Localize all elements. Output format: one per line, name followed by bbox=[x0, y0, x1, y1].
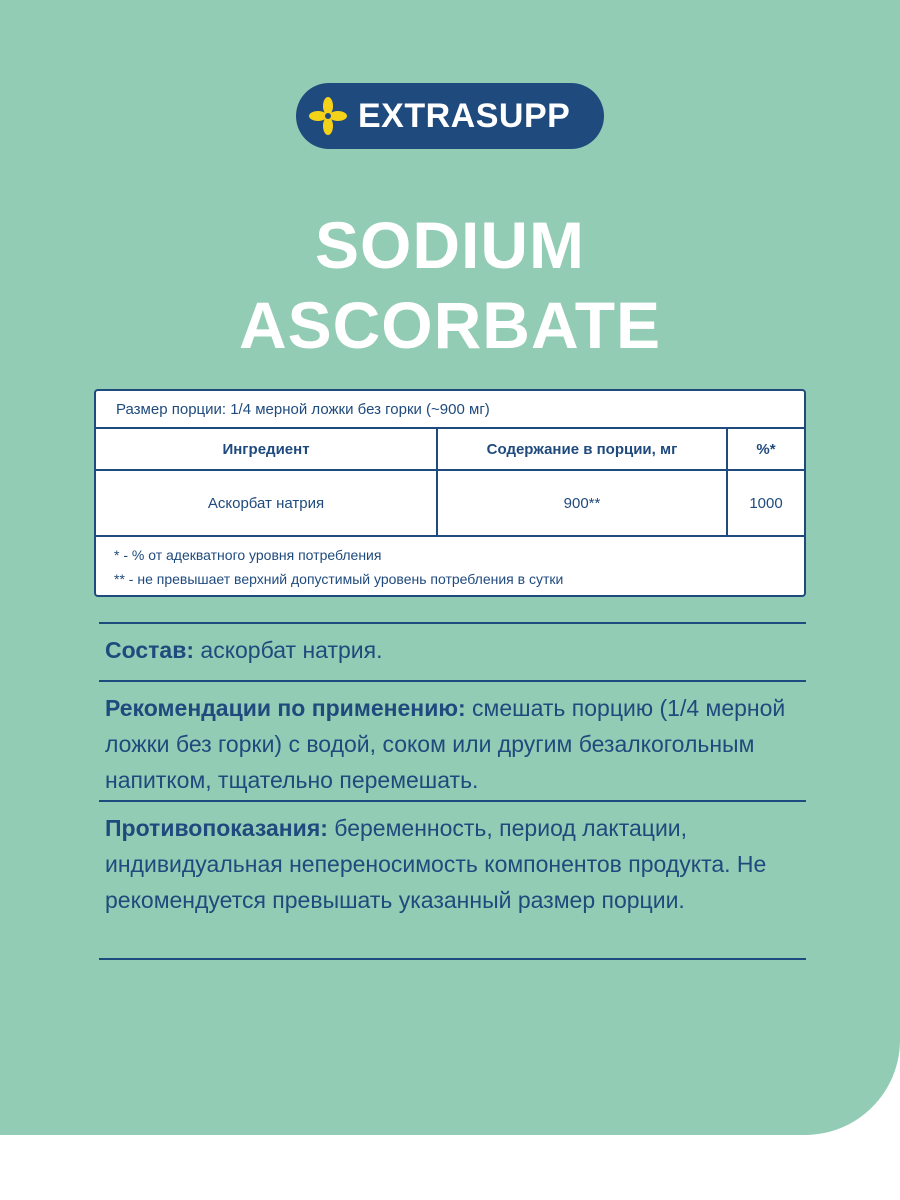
composition-label: Состав: bbox=[105, 637, 195, 663]
product-title bbox=[0, 205, 900, 365]
composition-section bbox=[99, 622, 806, 682]
cell-percent: 1000 bbox=[749, 494, 783, 512]
table-row bbox=[96, 471, 804, 537]
header-amount: Содержание в порции, мг bbox=[438, 429, 728, 469]
product-title-line2: ASCORBATE bbox=[238, 288, 662, 362]
contraindications-label: Противопоказания: bbox=[105, 815, 328, 841]
brand-name: EXTRASUPP bbox=[358, 96, 571, 135]
usage-label: Рекомендации по применению: bbox=[105, 695, 466, 721]
table-header-row bbox=[96, 429, 804, 471]
footnote-2: ** - не превышает верхний допустимый уровень потребления в сутки bbox=[114, 571, 564, 587]
cell-amount: 900** bbox=[438, 471, 728, 535]
usage-text: смешать порцию (1/4 мерной ложки без горки) с водой, соком или другим безалкогольным напитком, тщательно перемешать. bbox=[105, 695, 786, 793]
nutrition-table bbox=[94, 389, 806, 597]
brand-badge bbox=[296, 83, 604, 149]
composition-text: аскорбат натрия. bbox=[194, 637, 383, 663]
contraindications-text: беременность, период лактации, индивидуальная непереносимость компонентов продукта. Не рекомендуется превышать указанный размер порции. bbox=[105, 815, 767, 913]
four-petal-flower-icon bbox=[308, 96, 348, 136]
serving-size: Размер порции: 1/4 мерной ложки без горки (~900 мг) bbox=[96, 391, 804, 429]
table-footnotes bbox=[96, 537, 804, 595]
contraindications-section bbox=[99, 800, 806, 960]
usage-section bbox=[99, 680, 806, 802]
header-ingredient: Ингредиент bbox=[96, 429, 438, 469]
product-title-line1: SODIUM bbox=[315, 208, 585, 282]
footnote-1: * - % от адекватного уровня потребления bbox=[114, 547, 382, 563]
cell-ingredient: Аскорбат натрия bbox=[96, 471, 438, 535]
header-percent: %* bbox=[756, 440, 776, 458]
